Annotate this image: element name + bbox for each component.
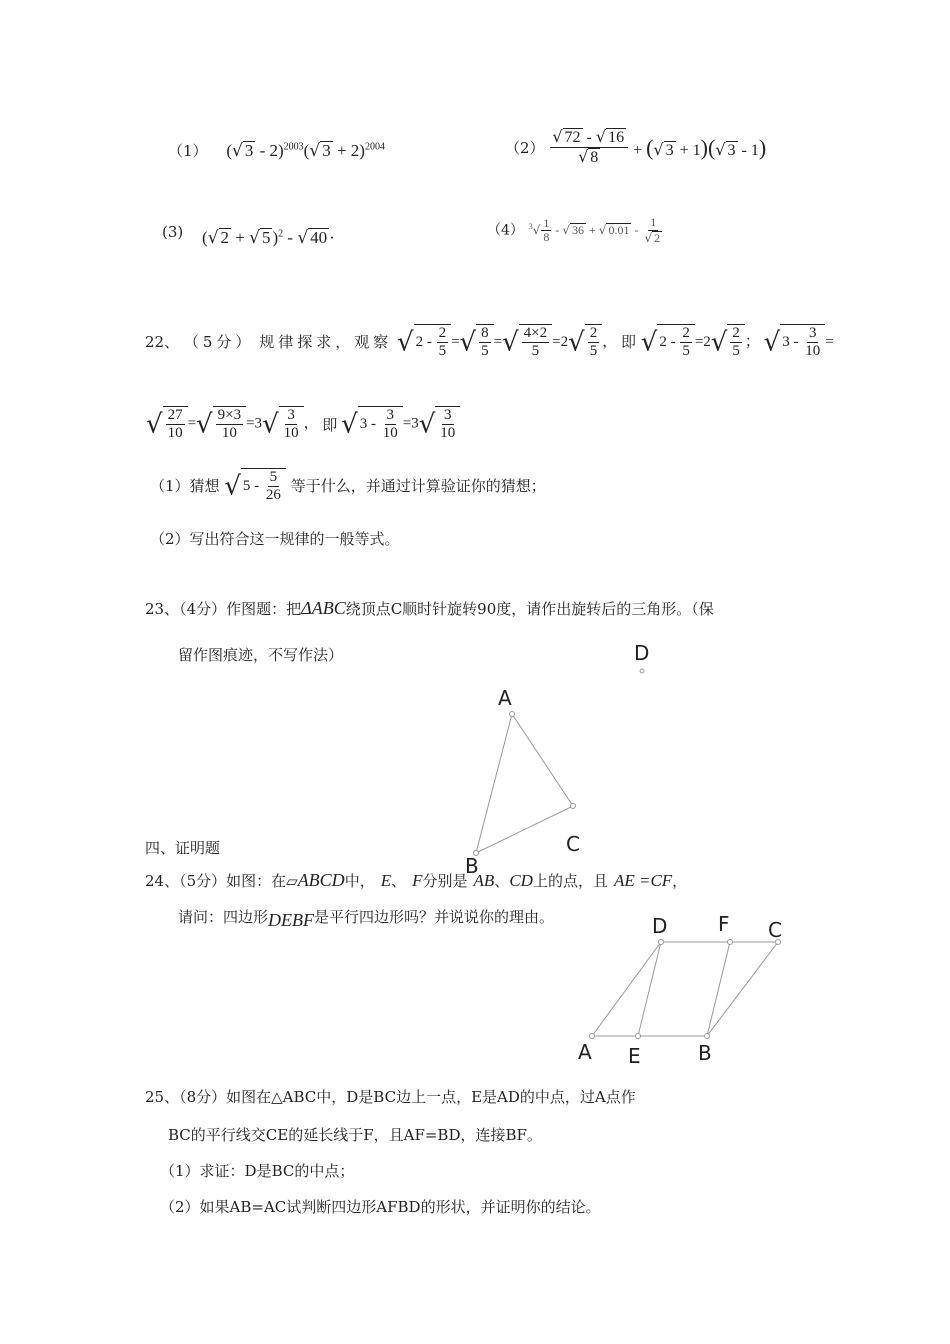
- q25-line3: （1）求证：D是BC的中点；: [160, 1162, 355, 1180]
- parallelogram-name: ABCD: [297, 870, 345, 890]
- q21-part2-expression: $\frac{√ 72 - √ 16}{√ 8}$ + (√ 3 + 1)(√ 3 - 1): [552, 127, 767, 167]
- q22-part1-text: 等于什么，并通过计算验证你的猜想；: [290, 477, 546, 496]
- segment-cd: CD: [509, 871, 533, 890]
- q22-part1-label: （1）猜想: [150, 477, 220, 496]
- exponent: 2: [278, 228, 284, 240]
- q21-part4-expression: $^3$√ $\frac{1}{8}$ - √ 36 + √ 0.01 - $\frac{1}{√ 2}$: [528, 215, 661, 245]
- q24-parallelogram-figure: [590, 940, 781, 1039]
- q21-part4-label: （4）: [487, 222, 524, 239]
- triangle-abc-shape: [476, 714, 573, 853]
- point-f: F: [412, 871, 423, 890]
- q22-observation-formula-2: √ 2 - $\frac{2}{5}$ =2√ $\frac{2}{5}$ ； √ 3 - $\frac{3}{10}$ =: [640, 325, 834, 360]
- q22-guess-formula: √ 5 - $\frac{5}{26}$: [224, 478, 286, 494]
- q22-intro: 规律探求，观察: [259, 333, 393, 352]
- q22-line2-formula: √ $\frac{27}{10}$ =√ $\frac{9\times 3}{10}$ =3√ $\frac{3}{10}$ ， 即 √ 3 - $\frac{3}{10}$ =3√ $\frac{3}{10}$: [146, 406, 460, 443]
- label-c: C: [768, 918, 782, 942]
- q22-score: （5分）: [183, 333, 255, 352]
- parallelogram-symbol: ▱: [286, 872, 298, 890]
- label-e: E: [628, 1044, 641, 1068]
- vertex-b: [705, 1034, 710, 1039]
- segment-fb: [707, 942, 730, 1036]
- q22-part2: （2）写出符合这一规律的一般等式。: [150, 530, 400, 548]
- vertex-c: [571, 804, 576, 809]
- vertex-a: [590, 1034, 595, 1039]
- q21-part3-expression: (√ 2 + √ 5 )$^2$ - √ 40 ·: [202, 228, 335, 248]
- q25-line4: （2）如果AB=AC试判断四边形AFBD的形状，并证明你的结论。: [160, 1198, 601, 1216]
- q24-text-c: 分别是: [422, 872, 468, 890]
- q23-line2: 留作图痕迹，不写作法）: [178, 646, 344, 664]
- label-d: D: [652, 914, 668, 938]
- section-title: 四、证明题: [145, 839, 221, 857]
- root-index: 3: [528, 221, 533, 231]
- quadrilateral-debf: DEBF: [268, 910, 314, 930]
- segment-de: [638, 942, 661, 1036]
- point-e: E: [380, 871, 392, 890]
- label-a: A: [498, 686, 512, 710]
- q24-line1: 24、（5分）如图：在▱ABCD中， E、 F分别是 AB、CD上的点，且 AE =CF，: [145, 870, 688, 890]
- label-a: A: [578, 1040, 592, 1064]
- q25-line2: BC的平行线交CE的延长线于F，且AF=BD，连接BF。: [168, 1126, 542, 1144]
- q25-line1: 25、（8分）如图在△ABC中，D是BC边上一点，E是AD的中点，过A点作: [145, 1088, 636, 1106]
- triangle-abc: ΔABC: [301, 598, 346, 618]
- q24-text-b: 中，: [344, 872, 375, 890]
- vertex-f: [728, 940, 733, 945]
- q21-part2-label: （2）: [505, 139, 545, 158]
- q24-text-d: 上的点，且: [532, 872, 608, 890]
- vertex-e: [636, 1034, 641, 1039]
- equation-ae-cf: AE =CF: [613, 871, 673, 890]
- q24-text-f: 是平行四边形吗？并说说你的理由。: [314, 908, 555, 926]
- vertex-d: [659, 940, 664, 945]
- label-d: D: [634, 641, 650, 665]
- q21-part1-label: （1）: [168, 142, 208, 160]
- point-d: [640, 669, 644, 673]
- label-b: B: [465, 854, 479, 878]
- q22-ji: 即: [620, 333, 636, 352]
- exponent: 2004: [364, 141, 385, 153]
- segment-ab: AB: [473, 871, 495, 890]
- q24-text-e: 请问：四边形: [178, 908, 269, 926]
- separator: 、: [391, 872, 407, 890]
- separator: 、: [494, 872, 510, 890]
- parallelogram-abcd: [592, 942, 778, 1036]
- label-f: F: [718, 912, 730, 936]
- q23-text-a: 23、（4分）作图题：把: [145, 600, 302, 618]
- q24-text-a: 24、（5分）如图：在: [145, 872, 287, 890]
- q23-text-b: 绕顶点C顺时针旋转90度，请作出旋转后的三角形。（保: [345, 600, 714, 618]
- exponent: 2003: [283, 141, 304, 153]
- label-c: C: [566, 832, 580, 856]
- vertex-a: [510, 712, 515, 717]
- q24-line2: [178, 906, 555, 930]
- q22-observation-formula: √ 2 - $\frac{2}{5}$ =√ $\frac{8}{5}$ =√ $\frac{4\times 2}{5}$ =2√ $\frac{2}{5}$ ，: [397, 325, 621, 360]
- q22-ji-2: 即: [322, 417, 338, 434]
- label-b: B: [698, 1041, 712, 1065]
- q21-part3-label: (3): [162, 223, 184, 241]
- q22-number: 22、: [145, 333, 180, 352]
- q21-part1-expression: (√ 3 - 2)$^{2003}$(√ 3 + 2)$^{2004}$: [226, 141, 385, 161]
